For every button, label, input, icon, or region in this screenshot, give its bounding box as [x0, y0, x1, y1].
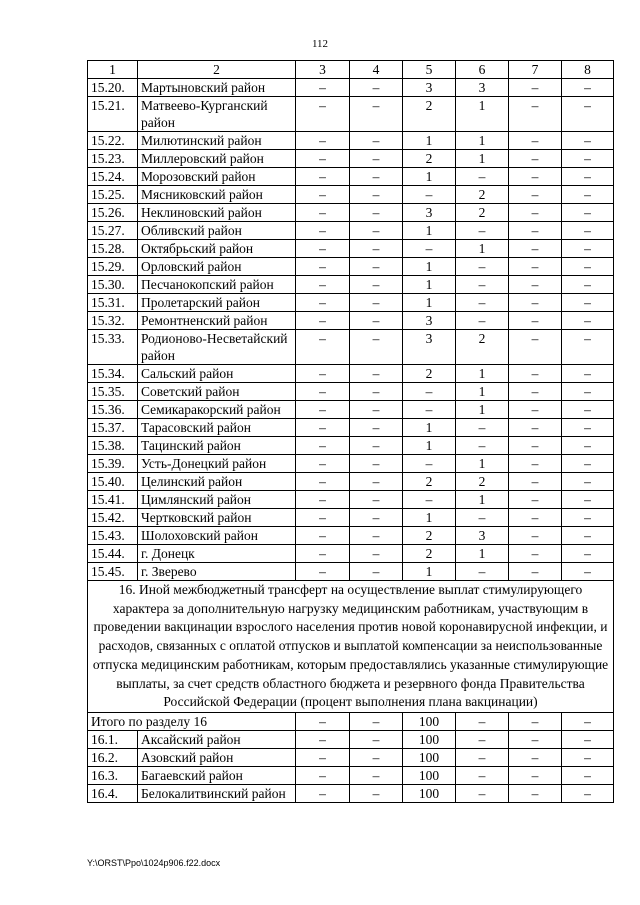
row-value-c7: –: [509, 365, 562, 383]
row-value-c5: 100: [403, 784, 456, 802]
row-number: 15.38.: [88, 437, 138, 455]
row-value-c3: –: [296, 509, 350, 527]
row-district-name: Целинский район: [138, 473, 296, 491]
row-value-c3: –: [296, 132, 350, 150]
column-header-8: 8: [562, 61, 614, 79]
row-value-c5: 2: [403, 545, 456, 563]
row-value-c4: –: [350, 222, 403, 240]
row-value-c6: –: [456, 437, 509, 455]
column-header-1: 1: [88, 61, 138, 79]
column-header-6: 6: [456, 61, 509, 79]
row-district-name: Милютинский район: [138, 132, 296, 150]
total-value-c6: –: [456, 712, 509, 730]
row-value-c7: –: [509, 419, 562, 437]
table-row: [88, 204, 614, 222]
section-16-row: [88, 581, 614, 713]
row-district-name: Октябрьский район: [138, 240, 296, 258]
row-value-c3: –: [296, 365, 350, 383]
row-value-c8: –: [562, 132, 614, 150]
row-value-c5: 1: [403, 222, 456, 240]
row-district-name: Матвеево-Курганский район: [138, 97, 296, 132]
row-number: 15.27.: [88, 222, 138, 240]
row-value-c5: 3: [403, 204, 456, 222]
table-row: [88, 186, 614, 204]
row-value-c4: –: [350, 401, 403, 419]
row-number: 15.35.: [88, 383, 138, 401]
row-value-c8: –: [562, 437, 614, 455]
row-district-name: Ремонтненский район: [138, 312, 296, 330]
row-value-c8: –: [562, 150, 614, 168]
row-value-c5: 1: [403, 419, 456, 437]
row-value-c3: –: [296, 312, 350, 330]
table-row: [88, 132, 614, 150]
row-number: 15.26.: [88, 204, 138, 222]
row-value-c4: –: [350, 365, 403, 383]
row-value-c6: 2: [456, 204, 509, 222]
allocation-table: [87, 60, 614, 803]
table-row: [88, 784, 614, 802]
row-value-c5: 1: [403, 509, 456, 527]
table-row: [88, 222, 614, 240]
row-value-c8: –: [562, 455, 614, 473]
row-value-c5: 3: [403, 330, 456, 365]
total-value-c7: –: [509, 712, 562, 730]
row-district-name: Шолоховский район: [138, 527, 296, 545]
row-value-c3: –: [296, 784, 350, 802]
row-district-name: Азовский район: [138, 748, 296, 766]
row-value-c4: –: [350, 150, 403, 168]
row-number: 16.4.: [88, 784, 138, 802]
row-value-c7: –: [509, 330, 562, 365]
row-value-c6: 1: [456, 401, 509, 419]
table-row: [88, 419, 614, 437]
row-district-name: Цимлянский район: [138, 491, 296, 509]
row-value-c5: –: [403, 455, 456, 473]
row-value-c3: –: [296, 473, 350, 491]
row-number: 16.2.: [88, 748, 138, 766]
row-value-c8: –: [562, 222, 614, 240]
row-value-c8: –: [562, 365, 614, 383]
row-value-c3: –: [296, 455, 350, 473]
row-value-c8: –: [562, 276, 614, 294]
table-row: [88, 79, 614, 97]
row-district-name: Сальский район: [138, 365, 296, 383]
row-value-c4: –: [350, 258, 403, 276]
row-value-c7: –: [509, 132, 562, 150]
table-row: [88, 383, 614, 401]
row-value-c7: –: [509, 204, 562, 222]
row-value-c6: 1: [456, 240, 509, 258]
row-value-c5: 2: [403, 473, 456, 491]
row-value-c6: –: [456, 294, 509, 312]
total-value-c8: –: [562, 712, 614, 730]
row-value-c7: –: [509, 383, 562, 401]
table-row: [88, 766, 614, 784]
row-value-c4: –: [350, 730, 403, 748]
table-row: [88, 258, 614, 276]
row-value-c4: –: [350, 186, 403, 204]
row-district-name: Орловский район: [138, 258, 296, 276]
table-row: [88, 276, 614, 294]
row-value-c8: –: [562, 419, 614, 437]
row-number: 15.22.: [88, 132, 138, 150]
row-number: 15.23.: [88, 150, 138, 168]
column-header-3: 3: [296, 61, 350, 79]
row-district-name: Родионово-Несветайский район: [138, 330, 296, 365]
row-value-c8: –: [562, 79, 614, 97]
row-district-name: Белокалитвинский район: [138, 784, 296, 802]
total-value-c3: –: [296, 712, 350, 730]
row-value-c4: –: [350, 132, 403, 150]
row-number: 15.33.: [88, 330, 138, 365]
row-district-name: г. Зверево: [138, 563, 296, 581]
section-16-total-row: [88, 712, 614, 730]
row-value-c7: –: [509, 730, 562, 748]
table-row: [88, 527, 614, 545]
row-value-c3: –: [296, 79, 350, 97]
row-number: 15.42.: [88, 509, 138, 527]
row-value-c6: 1: [456, 365, 509, 383]
row-value-c6: –: [456, 748, 509, 766]
row-value-c3: –: [296, 204, 350, 222]
row-number: 15.21.: [88, 97, 138, 132]
row-value-c5: 3: [403, 312, 456, 330]
table-row: [88, 168, 614, 186]
row-number: 15.37.: [88, 419, 138, 437]
row-value-c4: –: [350, 748, 403, 766]
row-value-c8: –: [562, 204, 614, 222]
row-district-name: Багаевский район: [138, 766, 296, 784]
row-value-c7: –: [509, 509, 562, 527]
row-value-c6: 1: [456, 383, 509, 401]
row-value-c8: –: [562, 563, 614, 581]
table-row: [88, 455, 614, 473]
row-value-c7: –: [509, 258, 562, 276]
row-value-c3: –: [296, 186, 350, 204]
row-value-c7: –: [509, 79, 562, 97]
row-value-c7: –: [509, 545, 562, 563]
row-value-c4: –: [350, 79, 403, 97]
row-value-c8: –: [562, 294, 614, 312]
row-district-name: Усть-Донецкий район: [138, 455, 296, 473]
row-value-c4: –: [350, 312, 403, 330]
row-value-c5: 1: [403, 132, 456, 150]
row-value-c3: –: [296, 330, 350, 365]
row-value-c8: –: [562, 312, 614, 330]
row-number: 15.40.: [88, 473, 138, 491]
total-value-c4: –: [350, 712, 403, 730]
row-value-c3: –: [296, 222, 350, 240]
row-value-c6: 1: [456, 491, 509, 509]
row-value-c5: 1: [403, 294, 456, 312]
row-value-c5: 1: [403, 276, 456, 294]
row-value-c7: –: [509, 150, 562, 168]
row-value-c7: –: [509, 168, 562, 186]
row-value-c8: –: [562, 473, 614, 491]
table-row: [88, 545, 614, 563]
row-number: 16.3.: [88, 766, 138, 784]
row-value-c7: –: [509, 276, 562, 294]
row-value-c4: –: [350, 509, 403, 527]
row-value-c4: –: [350, 330, 403, 365]
total-value-c5: 100: [403, 712, 456, 730]
row-value-c4: –: [350, 491, 403, 509]
row-value-c4: –: [350, 563, 403, 581]
row-value-c6: 3: [456, 527, 509, 545]
row-value-c6: –: [456, 312, 509, 330]
row-district-name: Морозовский район: [138, 168, 296, 186]
table-row: [88, 509, 614, 527]
row-value-c6: –: [456, 168, 509, 186]
row-value-c8: –: [562, 784, 614, 802]
row-value-c8: –: [562, 748, 614, 766]
row-value-c8: –: [562, 766, 614, 784]
row-value-c3: –: [296, 401, 350, 419]
total-label: Итого по разделу 16: [88, 712, 296, 730]
row-district-name: Тарасовский район: [138, 419, 296, 437]
row-value-c7: –: [509, 563, 562, 581]
row-value-c4: –: [350, 437, 403, 455]
row-value-c7: –: [509, 240, 562, 258]
row-value-c7: –: [509, 784, 562, 802]
row-value-c8: –: [562, 168, 614, 186]
row-value-c6: –: [456, 563, 509, 581]
row-district-name: Обливский район: [138, 222, 296, 240]
row-value-c7: –: [509, 527, 562, 545]
row-value-c8: –: [562, 258, 614, 276]
row-value-c5: –: [403, 401, 456, 419]
row-value-c4: –: [350, 240, 403, 258]
row-value-c5: 100: [403, 748, 456, 766]
row-number: 15.45.: [88, 563, 138, 581]
row-value-c7: –: [509, 312, 562, 330]
table-row: [88, 748, 614, 766]
row-district-name: г. Донецк: [138, 545, 296, 563]
row-value-c6: 3: [456, 79, 509, 97]
row-number: 15.44.: [88, 545, 138, 563]
row-value-c7: –: [509, 437, 562, 455]
row-value-c4: –: [350, 276, 403, 294]
row-value-c3: –: [296, 97, 350, 132]
row-value-c6: –: [456, 419, 509, 437]
row-value-c3: –: [296, 276, 350, 294]
row-district-name: Аксайский район: [138, 730, 296, 748]
row-value-c6: –: [456, 730, 509, 748]
row-value-c4: –: [350, 455, 403, 473]
column-header-7: 7: [509, 61, 562, 79]
row-value-c7: –: [509, 401, 562, 419]
row-value-c5: 1: [403, 258, 456, 276]
row-number: 15.24.: [88, 168, 138, 186]
row-value-c8: –: [562, 97, 614, 132]
table-row: [88, 330, 614, 365]
table-row: [88, 473, 614, 491]
table-row: [88, 97, 614, 132]
row-value-c6: 1: [456, 132, 509, 150]
table-row: [88, 730, 614, 748]
row-value-c6: –: [456, 222, 509, 240]
row-value-c7: –: [509, 294, 562, 312]
row-number: 15.41.: [88, 491, 138, 509]
column-header-5: 5: [403, 61, 456, 79]
row-value-c6: –: [456, 784, 509, 802]
row-value-c6: 1: [456, 545, 509, 563]
row-value-c7: –: [509, 97, 562, 132]
row-value-c8: –: [562, 491, 614, 509]
row-number: 15.34.: [88, 365, 138, 383]
table-row: [88, 150, 614, 168]
table-row: [88, 491, 614, 509]
row-number: 15.43.: [88, 527, 138, 545]
row-district-name: Мартыновский район: [138, 79, 296, 97]
row-number: 15.39.: [88, 455, 138, 473]
row-value-c5: –: [403, 240, 456, 258]
table-row: [88, 294, 614, 312]
row-value-c8: –: [562, 240, 614, 258]
row-value-c3: –: [296, 730, 350, 748]
row-value-c3: –: [296, 766, 350, 784]
row-value-c8: –: [562, 401, 614, 419]
row-value-c4: –: [350, 784, 403, 802]
row-number: 15.29.: [88, 258, 138, 276]
row-value-c5: 2: [403, 150, 456, 168]
row-number: 16.1.: [88, 730, 138, 748]
row-district-name: Семикаракорский район: [138, 401, 296, 419]
row-value-c3: –: [296, 419, 350, 437]
row-district-name: Песчанокопский район: [138, 276, 296, 294]
row-value-c4: –: [350, 168, 403, 186]
row-value-c7: –: [509, 766, 562, 784]
row-district-name: Чертковский район: [138, 509, 296, 527]
row-district-name: Мясниковский район: [138, 186, 296, 204]
row-value-c5: –: [403, 491, 456, 509]
row-number: 15.25.: [88, 186, 138, 204]
row-value-c5: 100: [403, 730, 456, 748]
row-value-c5: 2: [403, 527, 456, 545]
row-number: 15.30.: [88, 276, 138, 294]
row-value-c8: –: [562, 509, 614, 527]
row-value-c7: –: [509, 222, 562, 240]
row-value-c7: –: [509, 491, 562, 509]
table-row: [88, 437, 614, 455]
table-row: [88, 563, 614, 581]
row-value-c3: –: [296, 491, 350, 509]
row-value-c7: –: [509, 455, 562, 473]
row-district-name: Неклиновский район: [138, 204, 296, 222]
row-value-c4: –: [350, 204, 403, 222]
row-value-c8: –: [562, 730, 614, 748]
row-value-c4: –: [350, 527, 403, 545]
table-row: [88, 365, 614, 383]
row-value-c7: –: [509, 748, 562, 766]
row-value-c4: –: [350, 97, 403, 132]
header-row: [88, 61, 614, 79]
column-header-2: 2: [138, 61, 296, 79]
row-district-name: Тацинский район: [138, 437, 296, 455]
row-value-c3: –: [296, 748, 350, 766]
row-value-c3: –: [296, 437, 350, 455]
row-value-c4: –: [350, 766, 403, 784]
row-value-c4: –: [350, 545, 403, 563]
row-value-c5: 3: [403, 79, 456, 97]
row-district-name: Советский район: [138, 383, 296, 401]
footer-file-path: Y:\ORST\Ppo\1024p906.f22.docx: [87, 858, 221, 868]
row-district-name: Пролетарский район: [138, 294, 296, 312]
row-value-c6: –: [456, 258, 509, 276]
row-number: 15.28.: [88, 240, 138, 258]
column-header-4: 4: [350, 61, 403, 79]
row-value-c8: –: [562, 186, 614, 204]
row-value-c7: –: [509, 473, 562, 491]
row-value-c3: –: [296, 258, 350, 276]
row-number: 15.36.: [88, 401, 138, 419]
row-value-c4: –: [350, 383, 403, 401]
row-value-c5: 2: [403, 365, 456, 383]
row-number: 15.32.: [88, 312, 138, 330]
row-value-c5: 1: [403, 563, 456, 581]
row-value-c3: –: [296, 563, 350, 581]
section-16-title: 16. Иной межбюджетный трансферт на осуществление выплат стимулирующего характера за дополнительную нагрузку медицинским работникам, участвующим в проведении вакцинации взрослого населения против новой коронавирусной инфекции, и расходов, связанных с оплатой отпусков и выплатой компенсации за неиспользованные отпуска медицинским работникам, которым предоставлялись указанные стимулирующие выплаты, за счет средств областного бюджета и резервного фонда Правительства Российской Федерации (процент выполнения плана вакцинации): [88, 581, 614, 713]
row-value-c3: –: [296, 240, 350, 258]
row-value-c6: 1: [456, 455, 509, 473]
table-row: [88, 240, 614, 258]
row-value-c3: –: [296, 294, 350, 312]
table-row: [88, 312, 614, 330]
row-value-c3: –: [296, 527, 350, 545]
row-value-c6: –: [456, 766, 509, 784]
row-value-c5: 2: [403, 97, 456, 132]
row-number: 15.20.: [88, 79, 138, 97]
row-value-c3: –: [296, 168, 350, 186]
row-value-c6: 2: [456, 186, 509, 204]
row-value-c5: –: [403, 186, 456, 204]
page-number: 112: [311, 38, 329, 50]
row-value-c8: –: [562, 383, 614, 401]
row-value-c6: 1: [456, 97, 509, 132]
row-value-c8: –: [562, 330, 614, 365]
row-value-c5: 100: [403, 766, 456, 784]
row-value-c3: –: [296, 545, 350, 563]
row-value-c3: –: [296, 383, 350, 401]
row-value-c5: 1: [403, 437, 456, 455]
row-district-name: Миллеровский район: [138, 150, 296, 168]
row-value-c6: –: [456, 509, 509, 527]
table-row: [88, 401, 614, 419]
row-value-c5: 1: [403, 168, 456, 186]
row-value-c7: –: [509, 186, 562, 204]
row-value-c4: –: [350, 473, 403, 491]
row-value-c6: 2: [456, 473, 509, 491]
row-value-c5: –: [403, 383, 456, 401]
row-value-c6: 1: [456, 150, 509, 168]
row-value-c4: –: [350, 294, 403, 312]
row-value-c3: –: [296, 150, 350, 168]
row-value-c6: 2: [456, 330, 509, 365]
row-value-c6: –: [456, 276, 509, 294]
row-value-c8: –: [562, 545, 614, 563]
row-value-c8: –: [562, 527, 614, 545]
row-number: 15.31.: [88, 294, 138, 312]
row-value-c4: –: [350, 419, 403, 437]
table-body: [88, 61, 614, 803]
